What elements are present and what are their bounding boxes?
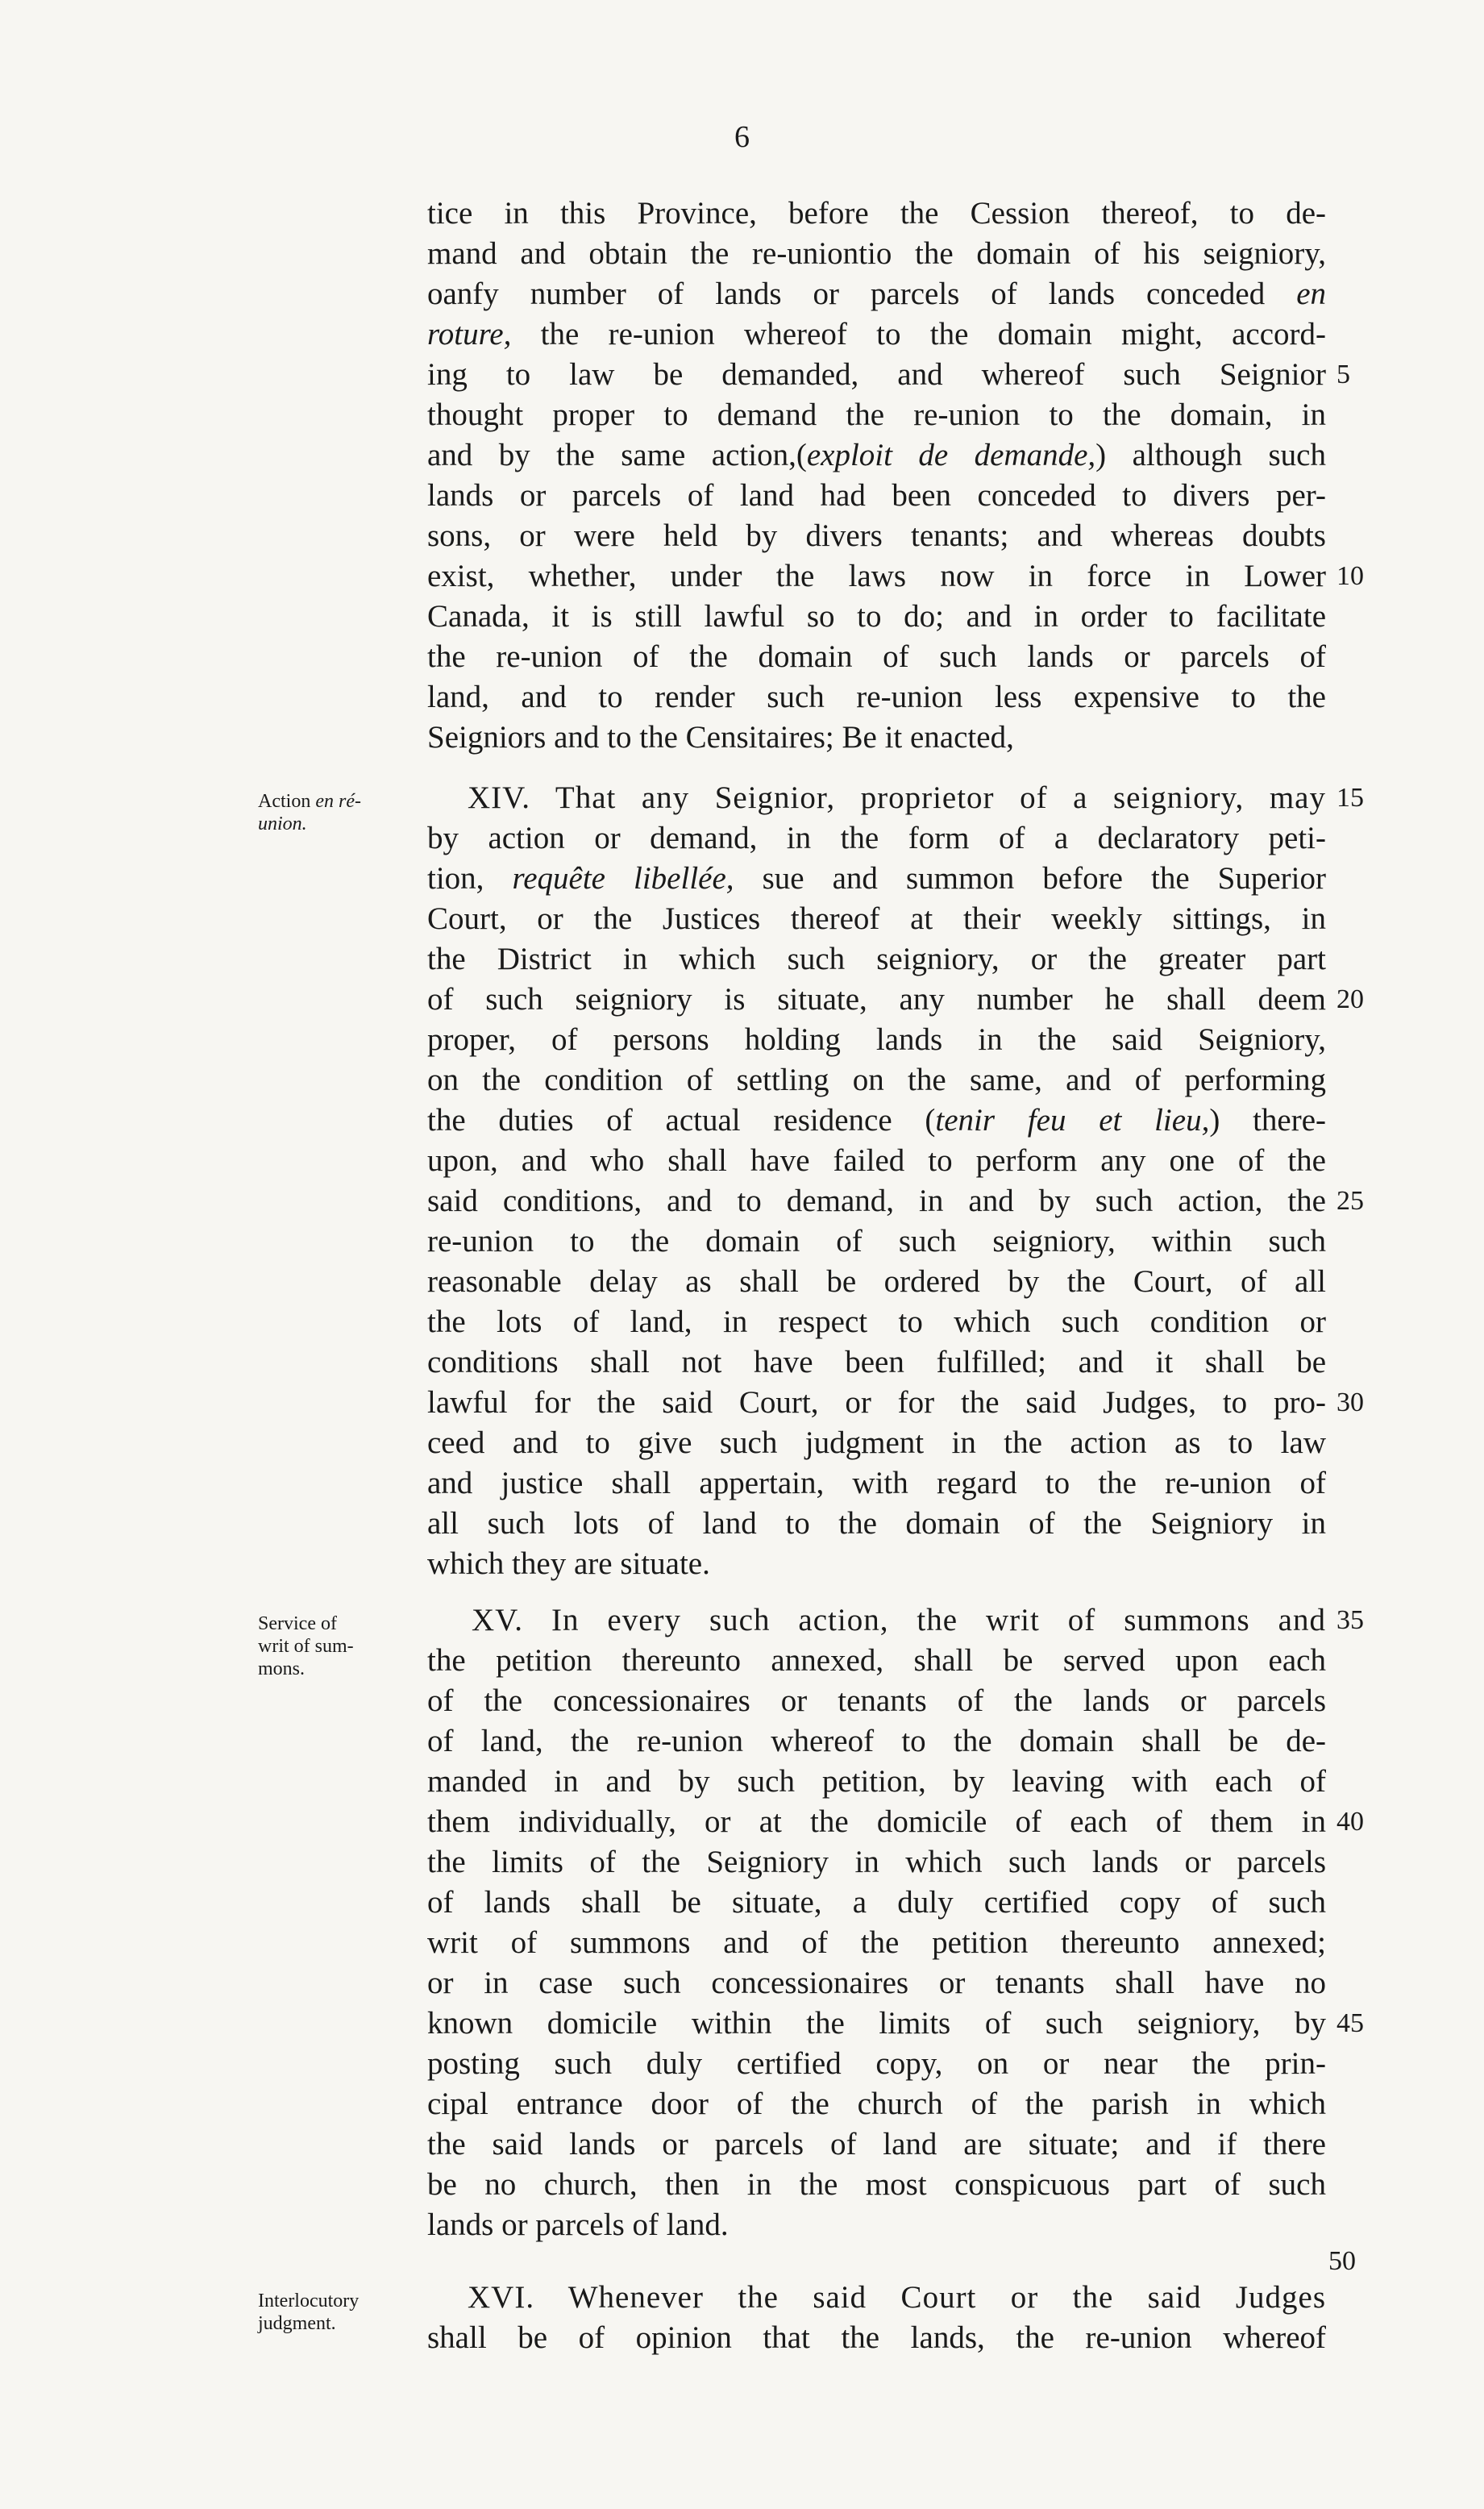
text-line: on the condition of settling on the same, and of performing: [427, 1063, 1326, 1097]
text-line: the District in which such seigniory, or the greater part: [427, 942, 1326, 976]
line-number: 10: [1336, 561, 1364, 591]
text-line: re-union to the domain of such seigniory, within such: [427, 1224, 1326, 1259]
text-line: cipal entrance door of the church of the parish in which: [427, 2087, 1326, 2121]
text-line: the said lands or parcels of land are situate; and if there: [427, 2127, 1326, 2162]
text-line: proper, of persons holding lands in the said Seigniory,: [427, 1022, 1326, 1057]
text-line: writ of summons and of the petition thereunto annexed;: [427, 1925, 1326, 1960]
text-line: of lands shall be situate, a duly certified copy of such: [427, 1885, 1326, 1920]
text-line: mand and obtain the re-uniontio the domain of his seigniory,: [427, 236, 1326, 271]
margin-note-action: Action en ré- union.: [258, 791, 361, 834]
section-xv-heading-line: XV. In every such action, the writ of summons and: [472, 1603, 1326, 1637]
text-line: land, and to render such re-union less expensive to the: [427, 680, 1326, 714]
line-number: 5: [1336, 360, 1350, 389]
text-line: and justice shall appertain, with regard to the re-union of: [427, 1466, 1326, 1500]
line-number: 15: [1336, 783, 1364, 813]
text-line: which they are situate.: [427, 1546, 710, 1581]
line-number: 30: [1336, 1388, 1364, 1417]
text-line: of land, the re-union whereof to the domain shall be de-: [427, 1724, 1326, 1758]
line-number: 20: [1336, 984, 1364, 1014]
text-line: of such seigniory is situate, any number he shall deem: [427, 982, 1326, 1017]
line-number: 35: [1336, 1605, 1364, 1635]
text-line: manded in and by such petition, by leaving with each of: [427, 1764, 1326, 1799]
margin-note-service: Service of writ of sum- mons.: [258, 1613, 354, 1679]
line-number: 45: [1336, 2008, 1364, 2038]
text-line: sons, or were held by divers tenants; and whereas doubts: [427, 518, 1326, 553]
line-number: 40: [1336, 1807, 1364, 1837]
text-line: Court, or the Justices thereof at their weekly sittings, in: [427, 901, 1326, 936]
text-line: Canada, it is still lawful so to do; and in order to facilitate: [427, 599, 1326, 634]
text-line: ing to law be demanded, and whereof such Seignior: [427, 357, 1326, 392]
section-xiv-heading-line: XIV. That any Seignior, proprietor of a seigniory, may: [468, 780, 1326, 815]
text-line: shall be of opinion that the lands, the re-union whereof: [427, 2320, 1326, 2355]
text-line: said conditions, and to demand, in and by such action, the: [427, 1184, 1326, 1218]
text-line: the duties of actual residence (tenir feu et lieu,) there-: [427, 1103, 1326, 1138]
text-line: them individually, or at the domicile of each of them in: [427, 1804, 1326, 1839]
line-number: 50: [1328, 2246, 1356, 2276]
line-number: 25: [1336, 1186, 1364, 1216]
section-xvi-heading-line: XVI. Whenever the said Court or the said Judges: [468, 2280, 1326, 2315]
text-line: upon, and who shall have failed to perform any one of the: [427, 1143, 1326, 1178]
text-line: the re-union of the domain of such lands or parcels of: [427, 639, 1326, 674]
text-line: posting such duly certified copy, on or near the prin-: [427, 2046, 1326, 2081]
text-line: exist, whether, under the laws now in force in Lower: [427, 559, 1326, 593]
text-line: known domicile within the limits of such seigniory, by: [427, 2006, 1326, 2041]
text-line: oanfy number of lands or parcels of lands conceded en: [427, 277, 1326, 311]
margin-note-interlocutory: Interlocutory judgment.: [258, 2291, 360, 2334]
text-line: the petition thereunto annexed, shall be served upon each: [427, 1643, 1326, 1678]
text-line: reasonable delay as shall be ordered by the Court, of all: [427, 1264, 1326, 1299]
text-line: lands or parcels of land.: [427, 2207, 729, 2242]
text-line: tion, requête libellée, sue and summon before the Superior: [427, 861, 1326, 896]
text-line: ceed and to give such judgment in the action as to law: [427, 1425, 1326, 1460]
text-line: Seigniors and to the Censitaires; Be it enacted,: [427, 720, 1014, 755]
text-line: the lots of land, in respect to which such condition or: [427, 1304, 1326, 1339]
text-line: by action or demand, in the form of a declaratory peti-: [427, 821, 1326, 855]
text-line: thought proper to demand the re-union to the domain, in: [427, 397, 1326, 432]
text-line: the limits of the Seigniory in which such lands or parcels: [427, 1845, 1326, 1879]
text-line: tice in this Province, before the Cession thereof, to de-: [427, 196, 1326, 231]
text-line: all such lots of land to the domain of the Seigniory in: [427, 1506, 1326, 1541]
text-line: or in case such concessionaires or tenants shall have no: [427, 1966, 1326, 2000]
text-line: lands or parcels of land had been conceded to divers per-: [427, 478, 1326, 513]
text-line: conditions shall not have been fulfilled; and it shall be: [427, 1345, 1326, 1379]
page-number: 6: [734, 120, 750, 154]
text-line: and by the same action,(exploit de demande,) although such: [427, 438, 1326, 472]
text-line: be no church, then in the most conspicuous part of such: [427, 2167, 1326, 2202]
text-line: of the concessionaires or tenants of the lands or parcels: [427, 1683, 1326, 1718]
text-line: roture, the re-union whereof to the domain might, accord-: [427, 317, 1326, 352]
text-line: lawful for the said Court, or for the said Judges, to pro-: [427, 1385, 1326, 1420]
